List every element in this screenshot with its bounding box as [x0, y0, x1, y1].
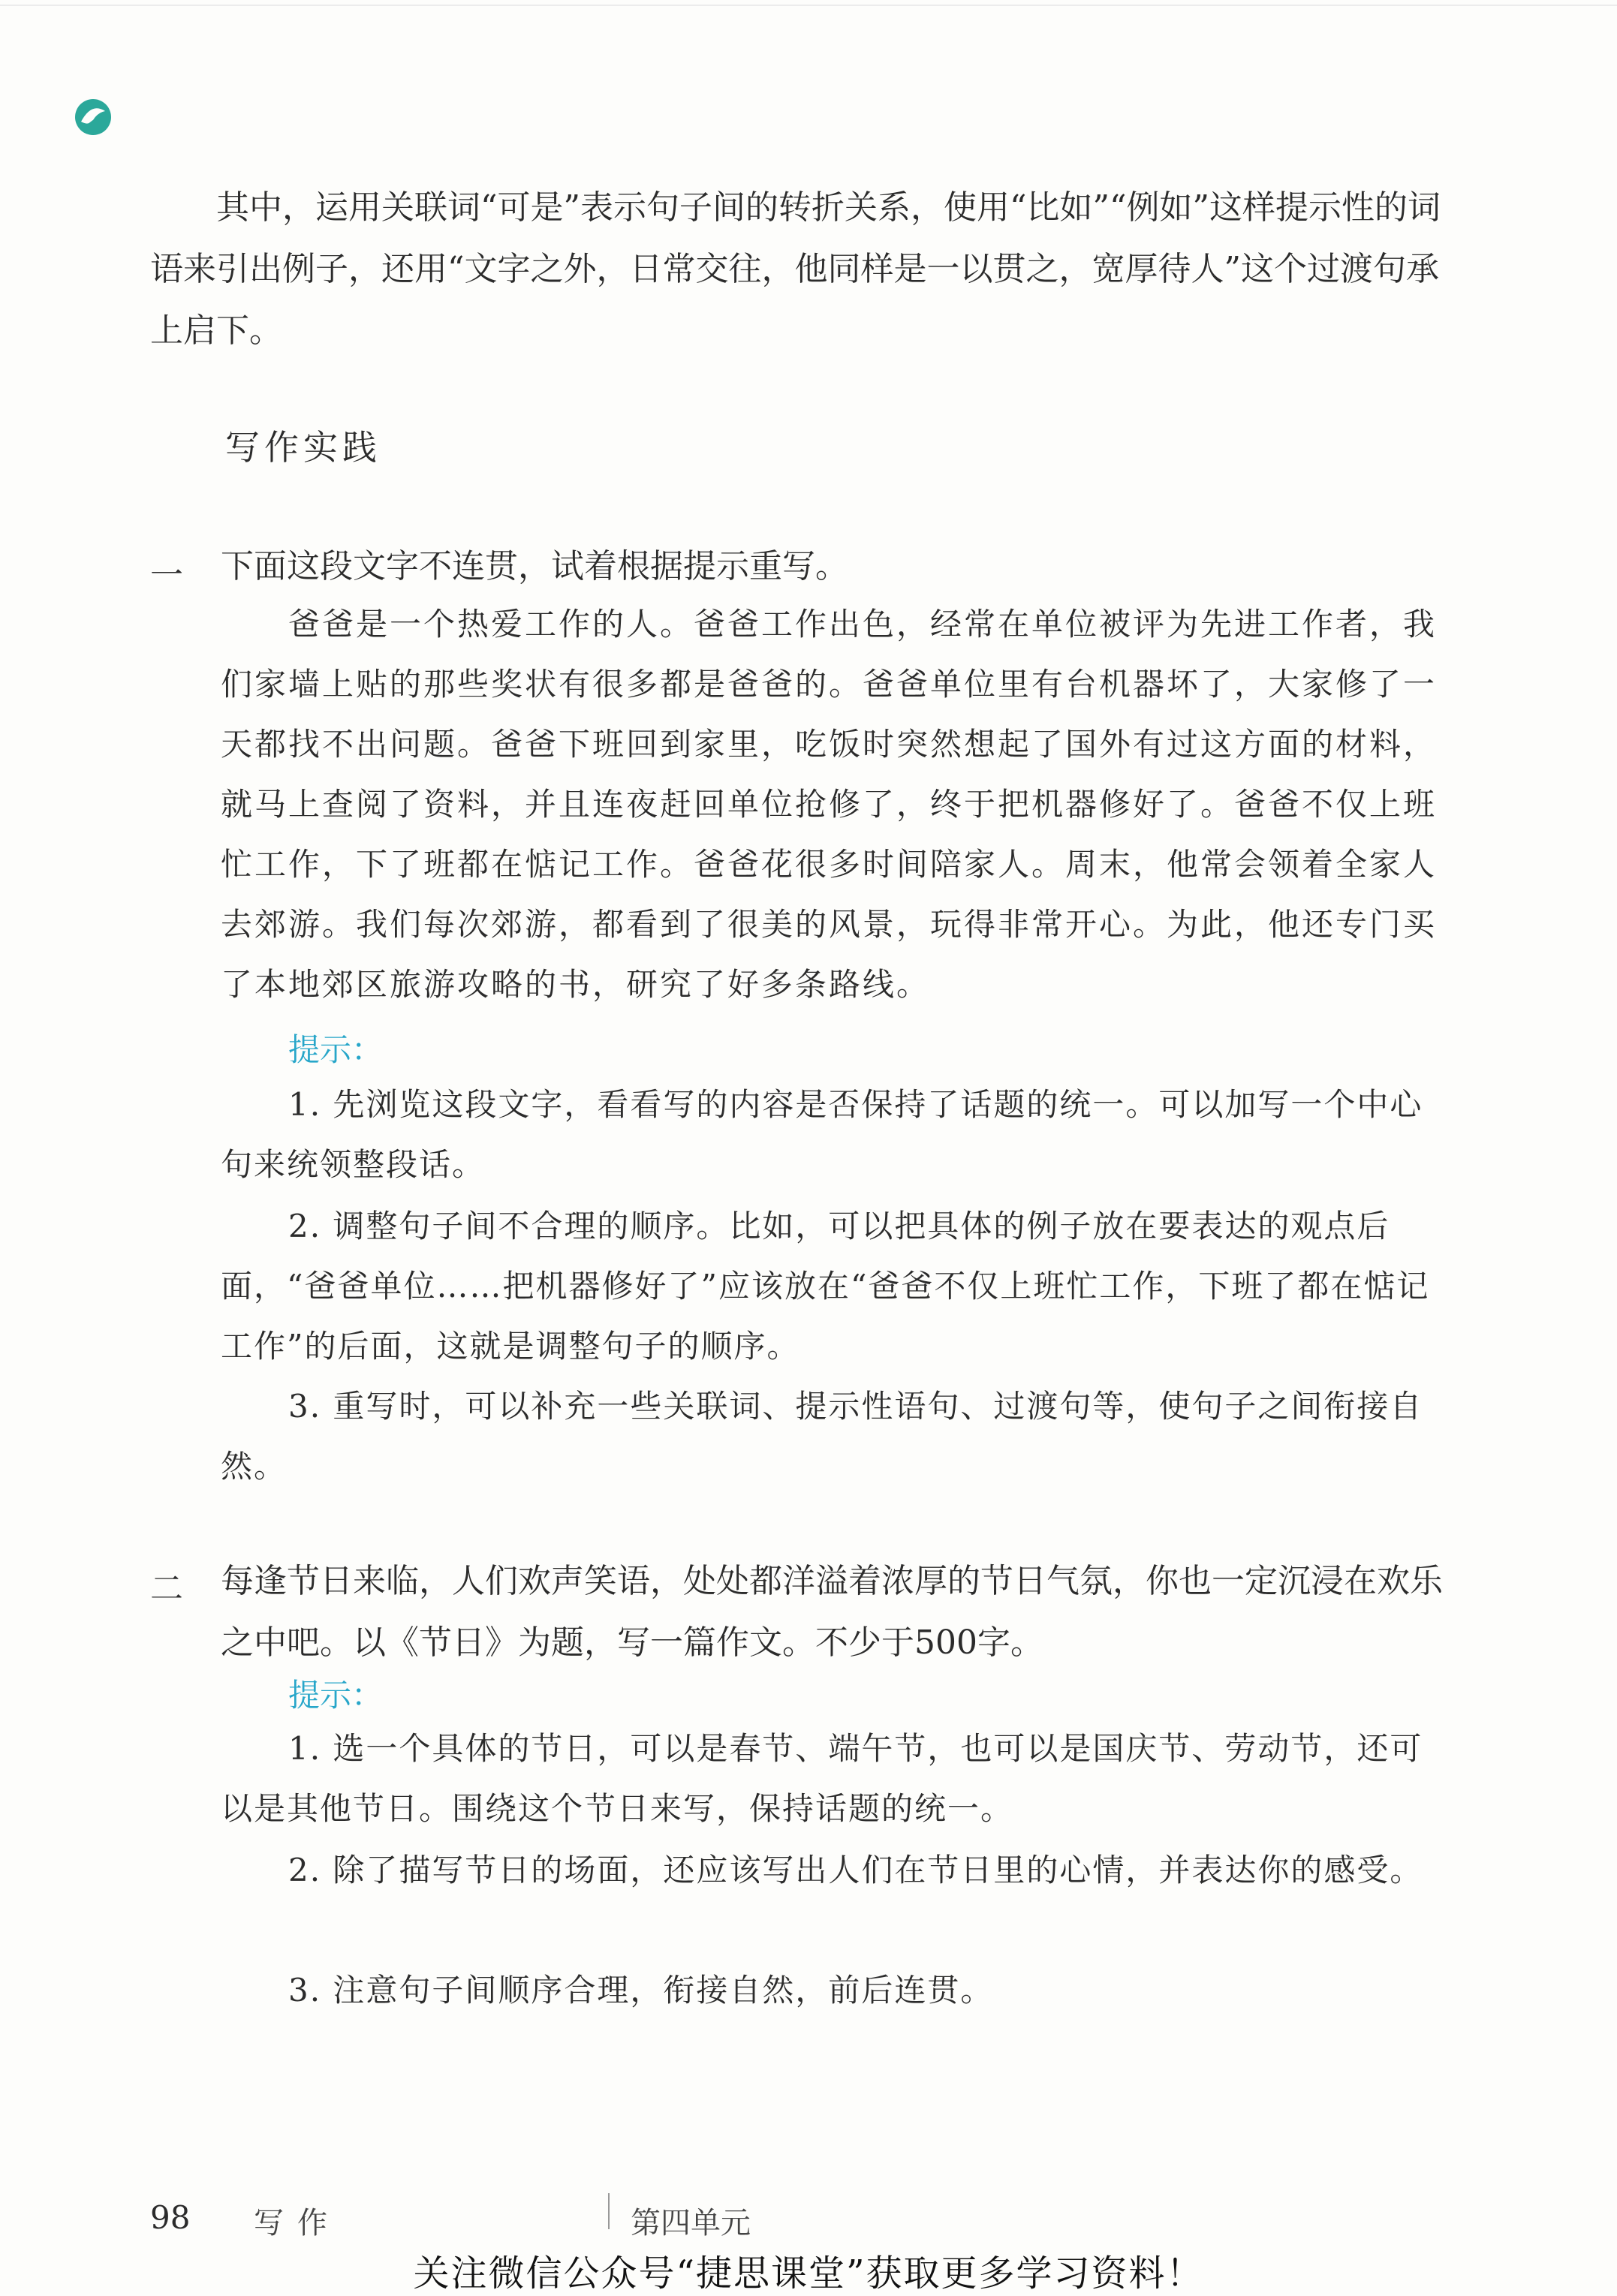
exercise-2-tip-label: 提示： — [288, 1677, 384, 1714]
exercise-1-tip-3: 3. 重写时，可以补充一些关联词、提示性语句、过渡句等，使句子之间衔接自然。 — [221, 1388, 1423, 1485]
exercise-1-tip-1: 1. 先浏览这段文字，看看写的内容是否保持了话题的统一。可以加写一个中心句来统领整段话。 — [221, 1086, 1423, 1183]
exercise-1-number: 一 — [150, 556, 183, 594]
globe-leaf-icon — [72, 96, 114, 138]
exercise-1-tip-2: 2. 调整句子间不合理的顺序。比如，可以把具体的例子放在要表达的观点后面，“爸爸单位……把机器修好了”应该放在“爸爸不仅上班忙工作，下班了都在惦记工作”的后面，这就是调整句子的顺序。 — [221, 1208, 1430, 1365]
footer-category: 写作 — [254, 2206, 341, 2240]
section-title: 写作实践 — [225, 427, 381, 468]
promo-watermark-text: 关注微信公众号“捷思课堂”获取更多学习资料！ — [413, 2252, 1204, 2294]
intro-paragraph: 其中，运用关联词“可是”表示句子间的转折关系，使用“比如”“例如”这样提示性的词语来引出例子，还用“文字之外，日常交往，他同样是一以贯之，宽厚待人”这个过渡句承上启下。 — [150, 188, 1441, 350]
exercise-1-tip-label: 提示： — [288, 1031, 384, 1068]
footer-divider — [608, 2193, 610, 2229]
exercise-2-tip-1: 1. 选一个具体的节日，可以是春节、端午节，也可以是国庆节、劳动节，还可以是其他节日。围绕这个节日来写，保持话题的统一。 — [221, 1730, 1423, 1827]
exercise-2-tip-3: 3. 注意句子间顺序合理，衔接自然，前后连贯。 — [288, 1972, 994, 2009]
footer-unit: 第四单元 — [631, 2206, 751, 2240]
top-rule — [0, 5, 1617, 6]
exercise-1-prompt: 下面这段文字不连贯，试着根据提示重写。 — [221, 547, 848, 585]
exercise-2-number: 二 — [150, 1569, 183, 1608]
exercise-2-prompt: 每逢节日来临，人们欢声笑语，处处都洋溢着浓厚的节日气氛，你也一定沉浸在欢乐之中吧。以《节日》为题，写一篇作文。不少于500字。 — [221, 1562, 1443, 1662]
page-number: 98 — [150, 2199, 191, 2236]
exercise-2-tip-2: 2. 除了描写节日的场面，还应该写出人们在节日里的心情，并表达你的感受。 — [288, 1852, 1423, 1888]
exercise-1-passage: 爸爸是一个热爱工作的人。爸爸工作出色，经常在单位被评为先进工作者，我们家墙上贴的那些奖状有很多都是爸爸的。爸爸单位里有台机器坏了，大家修了一天都找不出问题。爸爸下班回到家里，吃饭时突然想起了国外有过这方面的材料，就马上查阅了资料，并且连夜赶回单位抢修了，终于把机器修好了。爸爸不仅上班忙工作，下了班都在惦记工作。爸爸花很多时间陪家人。周末，他常会领着全家人去郊游。我们每次郊游，都看到了很美的风景，玩得非常开心。为此，他还专门买了本地郊区旅游攻略的书，研究了好多条路线。 — [221, 606, 1438, 1003]
